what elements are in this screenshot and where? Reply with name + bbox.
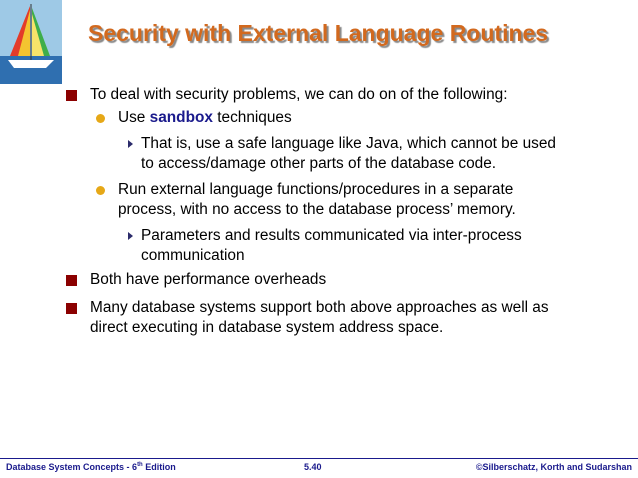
bullet-text-line: Parameters and results communicated via inter-process — [141, 227, 522, 244]
square-bullet-icon — [66, 90, 77, 101]
bullet-text: To deal with security problems, we can do on of the following: — [90, 86, 508, 103]
bullet-text-line: Many database systems support both above approaches as well as — [90, 299, 549, 316]
slide-number: 5.40 — [304, 462, 322, 472]
round-bullet-icon — [96, 114, 105, 123]
square-bullet-icon — [66, 275, 77, 286]
square-bullet-icon — [66, 303, 77, 314]
bullet-text-line: to access/damage other parts of the database code. — [141, 155, 497, 172]
bullet-text-line: direct executing in database system address space. — [90, 319, 444, 336]
bullet-text-line: communication — [141, 247, 245, 264]
bullet-text: Both have performance overheads — [90, 271, 327, 288]
highlighted-term: sandbox — [149, 109, 213, 126]
triangle-bullet-icon — [128, 232, 133, 240]
footer-book-title-text: Database System Concepts - 6 — [6, 462, 138, 472]
bullet-text-suffix: techniques — [212, 109, 292, 126]
triangle-bullet-icon — [128, 140, 133, 148]
bullet-text-line: That is, use a safe language like Java, which cannot be used — [141, 135, 556, 152]
slide-title: Security with External Language Routines — [88, 20, 549, 46]
footer-divider — [0, 458, 638, 459]
footer-copyright: ©Silberschatz, Korth and Sudarshan — [475, 462, 632, 472]
footer-superscript: th — [137, 462, 143, 468]
bullet-text-line: Run external language functions/procedures in a separate — [118, 181, 514, 198]
sailboat-logo-icon — [0, 0, 62, 84]
footer-edition-text: Edition — [142, 462, 176, 472]
bullet-text-prefix: Use — [118, 109, 150, 126]
footer-book-title — [6, 462, 176, 472]
round-bullet-icon — [96, 186, 105, 195]
bullet-text-line: process, with no access to the database process’ memory. — [118, 201, 516, 218]
bullet-text — [118, 108, 292, 128]
